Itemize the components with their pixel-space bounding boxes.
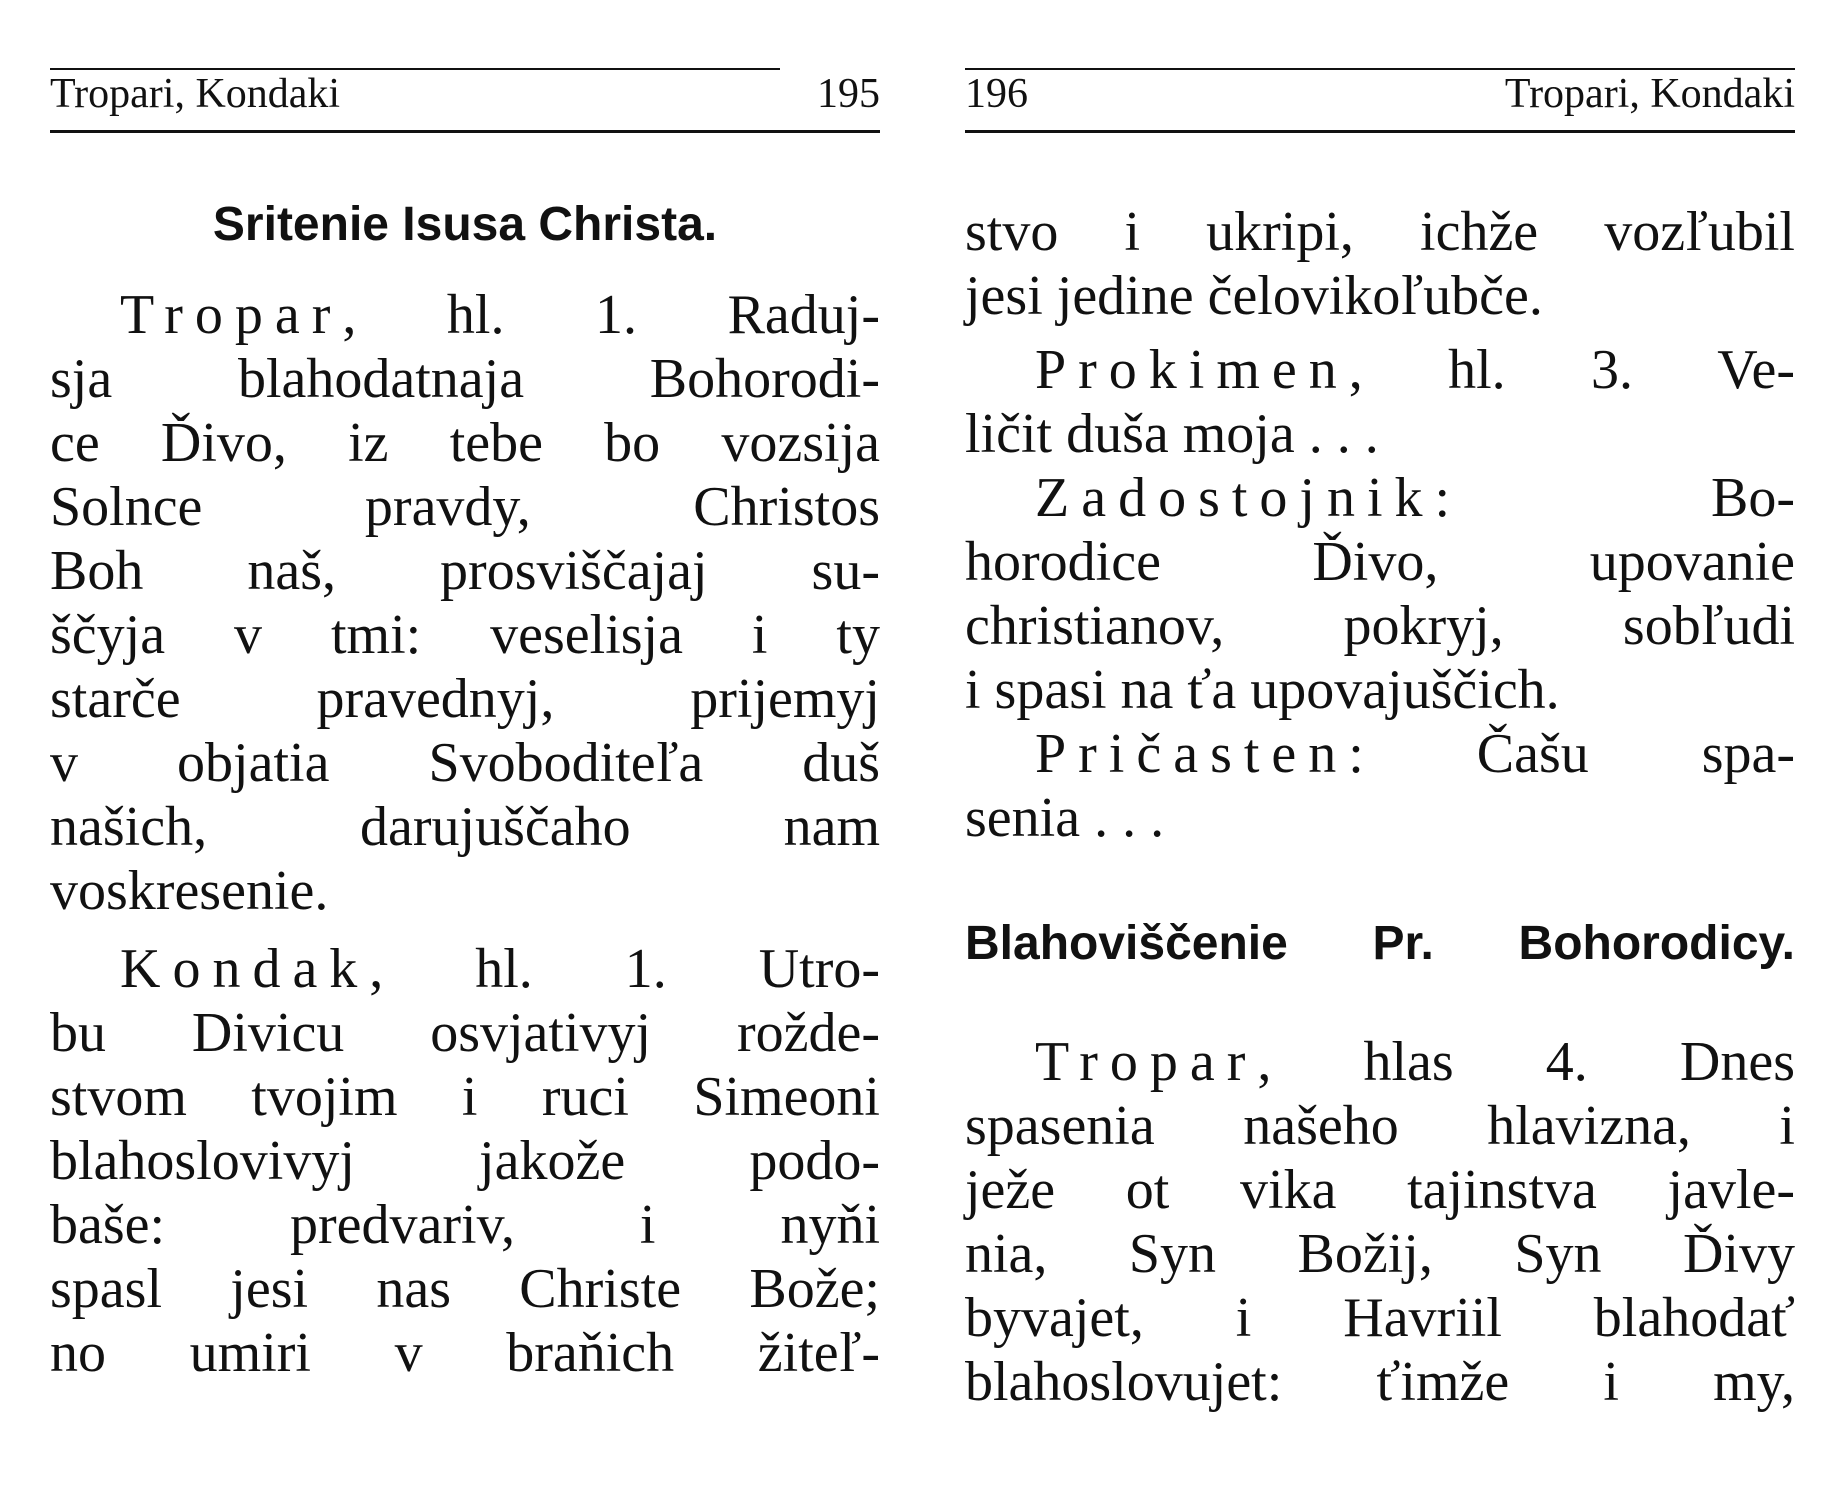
tropar-line: nia, Syn Božij, Syn Ďivy <box>965 1223 1795 1285</box>
zadostojnik-line: christianov, pokryj, sobľudi <box>965 595 1795 657</box>
kondak-line: bu Divicu osvjativyj roždе- <box>50 1002 880 1064</box>
tropar-line: ce Ďivo, iz tebe bo vozsija <box>50 412 880 474</box>
tropar-line: v objatia Svoboditeľa duš <box>50 732 880 794</box>
kondak-line: stvom tvojim i ruci Simeoni <box>50 1066 880 1128</box>
kondak-label: Kondak <box>120 938 370 1000</box>
kondak-line: baše: predvariv, i nyňi <box>50 1194 880 1256</box>
zadostojnik-line-0: Zadostojnik: Bo- <box>1035 467 1795 529</box>
tropar-line-0: Tropar, hlas 4. Dnes <box>1035 1031 1795 1093</box>
tropar-line: spasenia našeho hlavizna, i <box>965 1095 1795 1157</box>
tropar-line: ščyja v tmi: veselisja i ty <box>50 604 880 666</box>
right-body <box>965 200 1795 1414</box>
kondak-line: no umiri v braňich žiteľ- <box>50 1322 880 1384</box>
tropar-line: našich, darujuščaho nam <box>50 796 880 858</box>
tropar-line: byvajet, i Havriil blahodať <box>965 1287 1795 1349</box>
tropar-label: Tropar <box>120 284 343 346</box>
tropar-line: Boh naš, prosviščajaj su- <box>50 540 880 602</box>
section-heading: Sritenie Isusa Christa. <box>212 198 718 251</box>
tropar-label: Tropar <box>1035 1031 1258 1093</box>
page-number: 195 <box>817 71 880 117</box>
tropar-line: ježe ot vika tajinstva javle- <box>965 1159 1795 1221</box>
tropar-line: voskresenie. <box>50 860 329 922</box>
running-title: Tropari, Kondaki <box>50 71 341 117</box>
continuation-line: stvo i ukripi, ichže vozľubil <box>965 201 1795 263</box>
zadostojnik-line: horodice Ďivo, upovanie <box>965 531 1795 593</box>
running-head <box>965 70 1795 133</box>
section-heading: Blahoviščenie Pr. Bohorodicy. <box>965 917 1795 970</box>
running-title: Tropari, Kondaki <box>1504 71 1795 117</box>
zadostojnik-line: i spasi na ťa upovajuščich. <box>965 659 1560 721</box>
kondak-line-0: Kondak, hl. 1. Utro- <box>120 938 880 1000</box>
tropar-line-0: Tropar, hl. 1. Raduj- <box>120 284 880 346</box>
tropar-line: sja blahodatnaja Bohorodi- <box>50 348 880 410</box>
left-body <box>50 195 880 1385</box>
prokimen-line-0: Prokimen, hl. 3. Ve- <box>1035 339 1795 401</box>
zadostojnik-label: Zadostojnik <box>1035 467 1435 529</box>
kondak-line: blahoslovivyj jakože podo- <box>50 1130 880 1192</box>
tropar-line: Solnce pravdy, Christos <box>50 476 880 538</box>
page-number: 196 <box>965 71 1028 117</box>
prokimen-line: ličit duša moja . . . <box>965 403 1379 465</box>
tropar-line: starče pravednyj, prijemyj <box>50 668 880 730</box>
pricasten-line-0: Pričasten: Čašu spa- <box>1035 723 1795 785</box>
kondak-line: spasl jesi nas Christe Bože; <box>50 1258 880 1320</box>
prokimen-label: Prokimen <box>1035 339 1349 401</box>
running-head <box>50 70 880 133</box>
pricasten-label: Pričasten <box>1035 723 1349 785</box>
tropar-line: blahoslovujet: ťimže i my, <box>965 1351 1795 1413</box>
continuation-line: jesi jedine čelovikoľubče. <box>965 265 1543 327</box>
pricasten-line: senia . . . <box>965 787 1165 849</box>
